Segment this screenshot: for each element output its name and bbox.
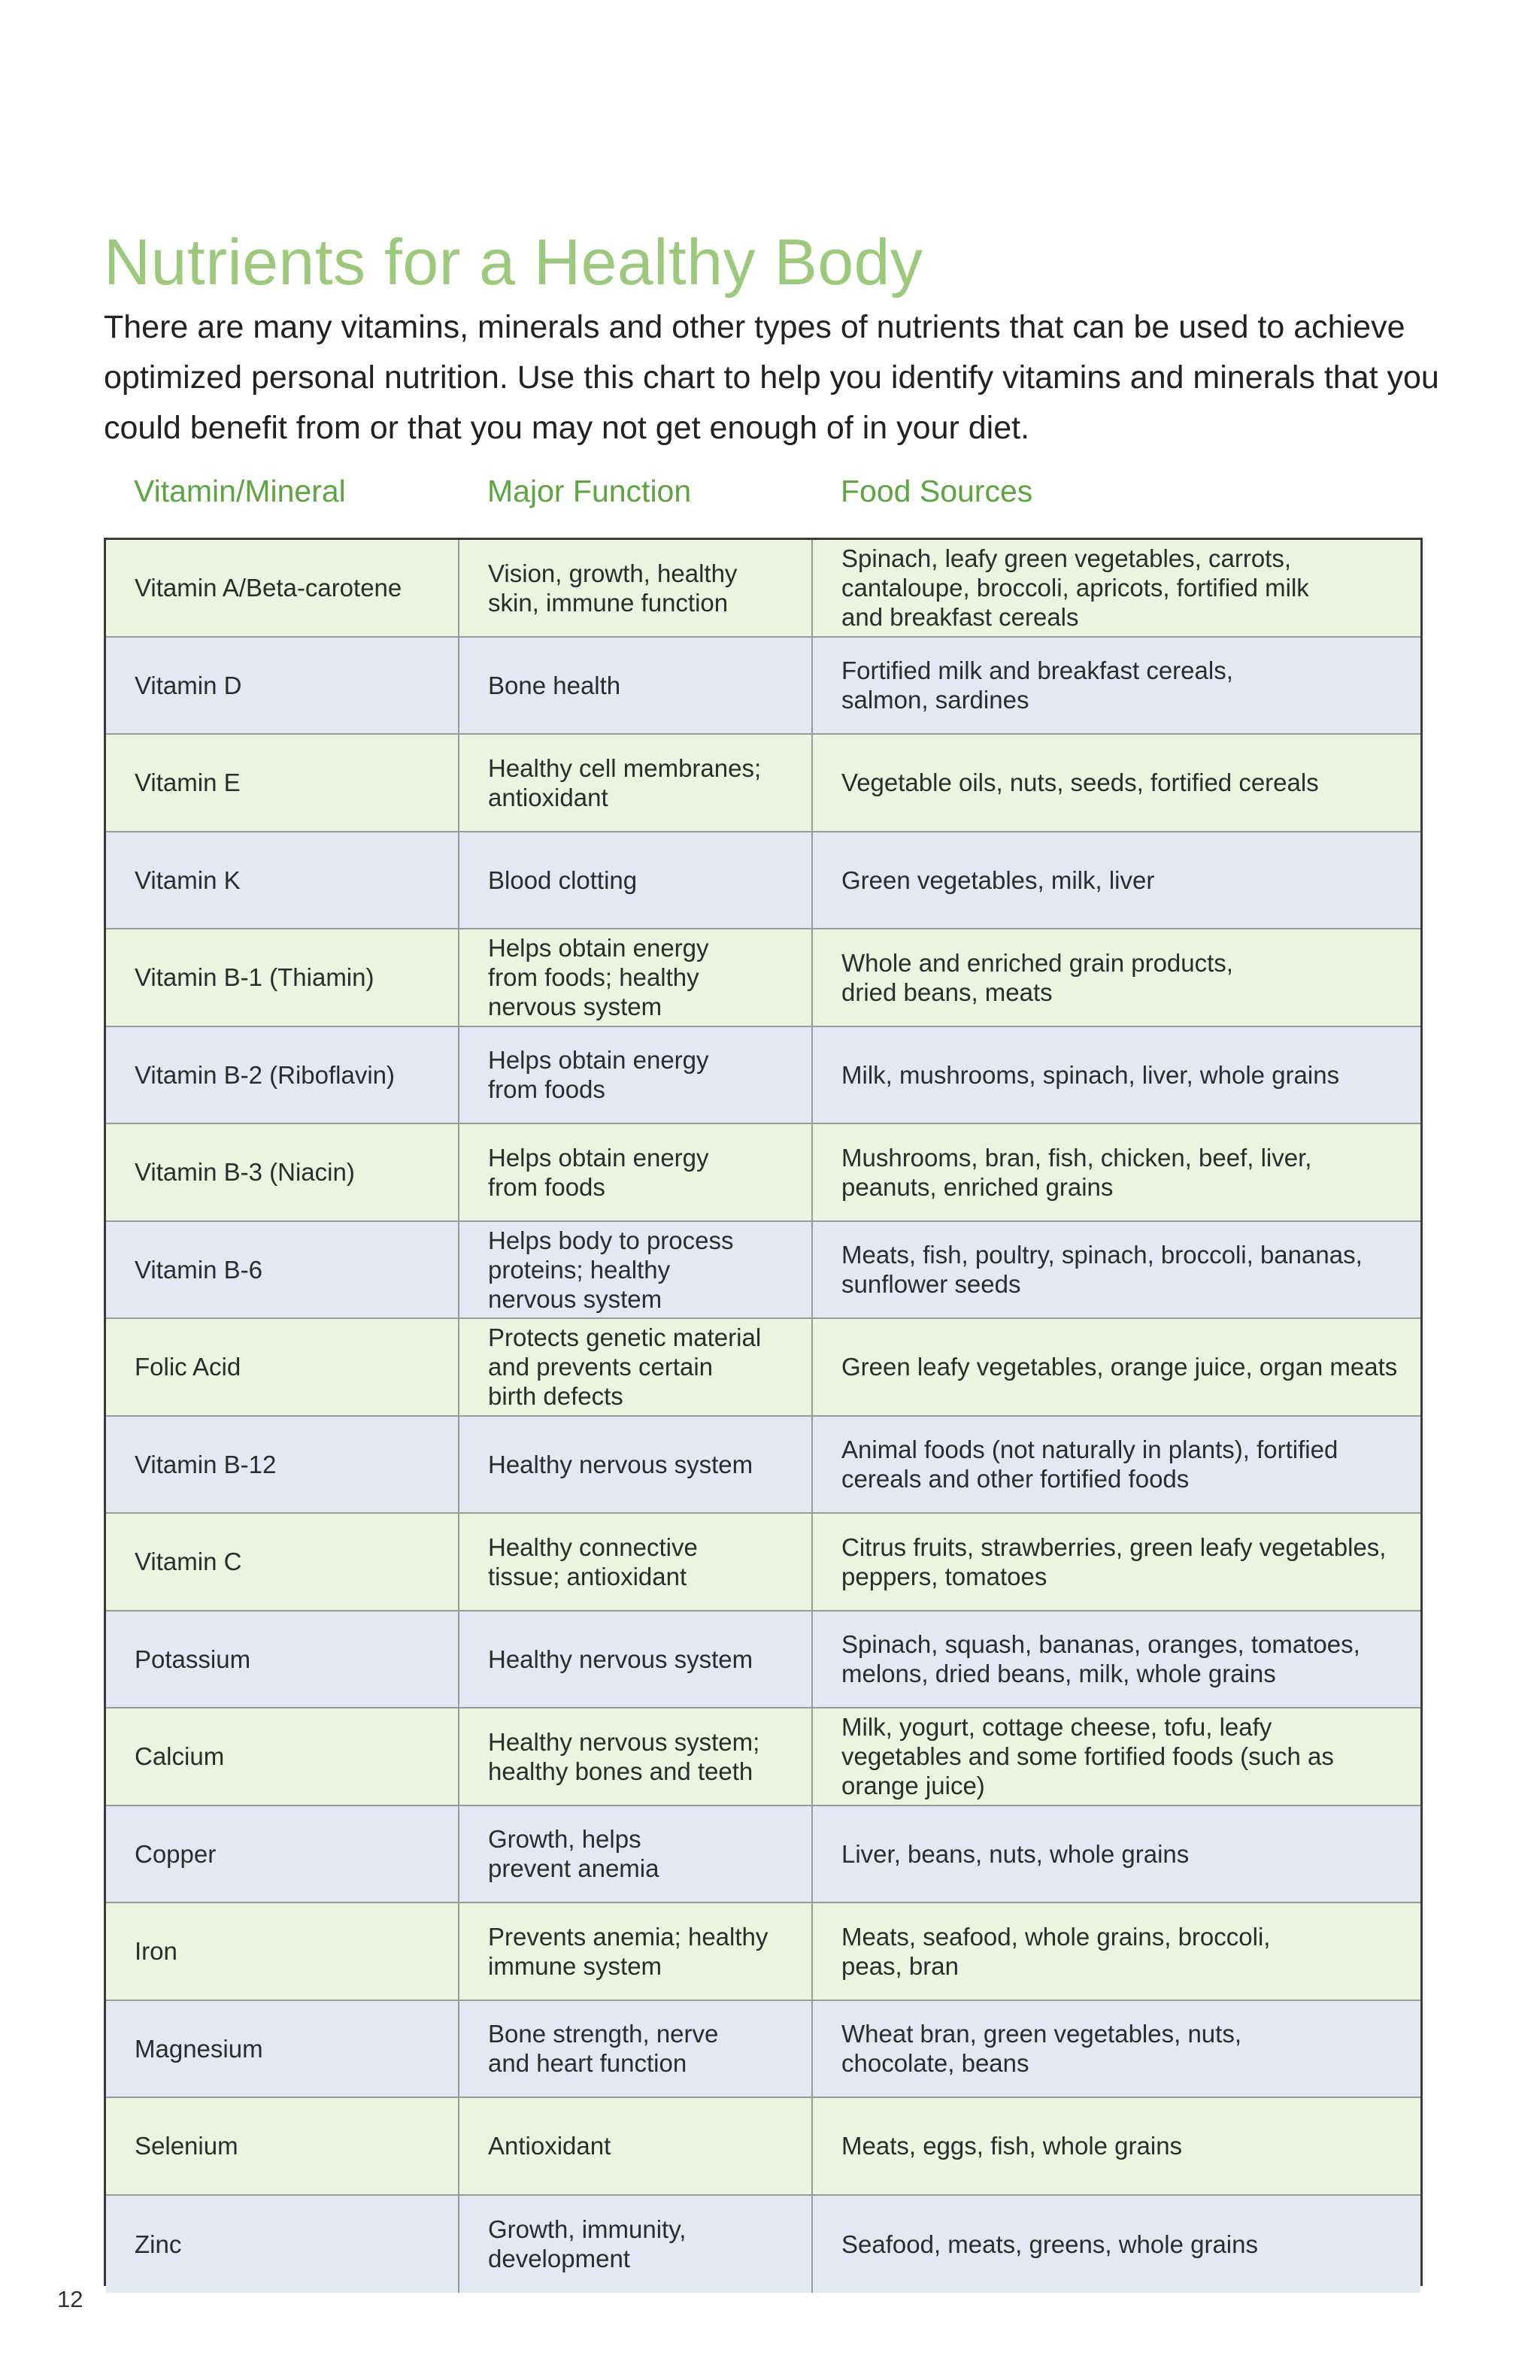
major-function-cell — [459, 2098, 813, 2194]
column-headers — [104, 474, 1423, 526]
major-function: Healthy connective tissue; antioxidant — [488, 1533, 698, 1590]
food-sources-cell — [813, 2196, 1423, 2294]
major-function: Healthy nervous system — [488, 1645, 753, 1673]
food-sources: Meats, eggs, fish, whole grains — [841, 2132, 1183, 2160]
food-sources: Wheat bran, green vegetables, nuts, chocolate, beans — [841, 2020, 1241, 2078]
nutrient-name-cell — [106, 638, 459, 734]
major-function-cell — [459, 638, 813, 734]
major-function: Prevents anemia; healthy immune system — [488, 1922, 768, 1980]
major-function-cell — [459, 1222, 813, 1318]
food-sources-cell — [813, 1806, 1423, 1902]
table-row — [106, 2001, 1420, 2099]
food-sources-cell — [813, 1417, 1423, 1513]
nutrient-name-cell — [106, 1611, 459, 1708]
table-row — [106, 929, 1420, 1027]
column-header-major-function: Major Function — [487, 474, 692, 508]
major-function: Antioxidant — [488, 2132, 611, 2160]
major-function: Protects genetic material and prevents certain birth defects — [488, 1323, 762, 1411]
major-function-cell — [459, 1417, 813, 1513]
table-row — [106, 735, 1420, 832]
major-function-cell — [459, 1027, 813, 1123]
food-sources-cell — [813, 2001, 1423, 2097]
table-row — [106, 1319, 1420, 1417]
major-function: Healthy nervous system — [488, 1450, 753, 1478]
column-header-vitamin-mineral: Vitamin/Mineral — [134, 474, 346, 508]
food-sources-cell — [813, 1514, 1423, 1610]
table-row — [106, 540, 1420, 638]
table-row — [106, 1903, 1420, 2001]
nutrient-name: Calcium — [135, 1742, 225, 1771]
nutrient-name: Copper — [135, 1839, 217, 1868]
food-sources: Liver, beans, nuts, whole grains — [841, 1839, 1190, 1868]
food-sources: Meats, fish, poultry, spinach, broccoli, bananas, sunflower seeds — [841, 1241, 1363, 1299]
nutrient-name-cell — [106, 2001, 459, 2097]
nutrient-name-cell — [106, 1806, 459, 1902]
major-function-cell — [459, 1611, 813, 1708]
major-function-cell — [459, 735, 813, 831]
nutrient-name: Vitamin E — [135, 769, 241, 797]
nutrient-name-cell — [106, 2196, 459, 2294]
nutrient-name: Iron — [135, 1937, 177, 1966]
major-function-cell — [459, 1806, 813, 1902]
food-sources-cell — [813, 735, 1423, 831]
food-sources: Vegetable oils, nuts, seeds, fortified cereals — [841, 769, 1319, 797]
table-row — [106, 2196, 1420, 2294]
nutrient-name: Vitamin B-12 — [135, 1450, 277, 1478]
food-sources: Animal foods (not naturally in plants), fortified cereals and other fortified foods — [841, 1436, 1338, 1493]
nutrient-table — [104, 538, 1423, 2286]
nutrient-name-cell — [106, 1124, 459, 1220]
page-number: 12 — [57, 2286, 83, 2312]
nutrient-name-cell — [106, 929, 459, 1026]
major-function-cell — [459, 2001, 813, 2097]
page-title: Nutrients for a Healthy Body — [104, 226, 923, 299]
table-row — [106, 1708, 1420, 1806]
table-row — [106, 1806, 1420, 1904]
major-function-cell — [459, 540, 813, 636]
major-function: Helps obtain energy from foods — [488, 1046, 709, 1104]
nutrient-name-cell — [106, 1222, 459, 1318]
major-function: Healthy nervous system; healthy bones and teeth — [488, 1727, 760, 1785]
nutrient-name-cell — [106, 1027, 459, 1123]
major-function: Growth, helps prevent anemia — [488, 1825, 659, 1883]
nutrient-name: Vitamin B-6 — [135, 1255, 262, 1284]
food-sources: Citrus fruits, strawberries, green leafy vegetables, peppers, tomatoes — [841, 1533, 1387, 1590]
major-function-cell — [459, 1124, 813, 1220]
food-sources-cell — [813, 832, 1423, 929]
major-function: Helps obtain energy from foods; healthy nervous system — [488, 934, 709, 1021]
major-function-cell — [459, 832, 813, 929]
food-sources-cell — [813, 1319, 1423, 1415]
food-sources: Green vegetables, milk, liver — [841, 866, 1155, 894]
nutrient-name-cell — [106, 2098, 459, 2194]
major-function: Vision, growth, healthy skin, immune function — [488, 559, 738, 617]
table-row — [106, 1124, 1420, 1222]
nutrient-name-cell — [106, 1903, 459, 2000]
food-sources-cell — [813, 1903, 1423, 2000]
table-row — [106, 1417, 1420, 1514]
table-row — [106, 2098, 1420, 2196]
intro-paragraph: There are many vitamins, minerals and other types of nutrients that can be used to achieve optimized personal nutrition. Use this chart to help you identify vitamins and minerals that you could benefit from or that you may not get enough of in your diet. — [104, 309, 1439, 446]
food-sources: Green leafy vegetables, orange juice, organ meats — [841, 1353, 1398, 1381]
major-function-cell — [459, 1514, 813, 1610]
food-sources: Milk, yogurt, cottage cheese, tofu, leafy vegetables and some fortified foods (such as orange juice) — [841, 1713, 1334, 1800]
nutrient-name-cell — [106, 540, 459, 636]
major-function: Bone health — [488, 671, 621, 699]
food-sources: Spinach, squash, bananas, oranges, tomatoes, melons, dried beans, milk, whole grains — [841, 1630, 1360, 1688]
major-function-cell — [459, 929, 813, 1026]
nutrient-name: Selenium — [135, 2132, 238, 2160]
table-row — [106, 1611, 1420, 1709]
food-sources-cell — [813, 1611, 1423, 1708]
major-function: Blood clotting — [488, 866, 638, 894]
table-row — [106, 1222, 1420, 1320]
nutrient-name: Vitamin B-2 (Riboflavin) — [135, 1060, 396, 1089]
nutrient-name-cell — [106, 832, 459, 929]
food-sources-cell — [813, 929, 1423, 1026]
food-sources: Fortified milk and breakfast cereals, salmon, sardines — [841, 656, 1233, 714]
food-sources-cell — [813, 540, 1423, 636]
major-function: Healthy cell membranes; antioxidant — [488, 753, 762, 811]
table-row — [106, 638, 1420, 735]
major-function-cell — [459, 2196, 813, 2294]
nutrient-name: Potassium — [135, 1645, 251, 1673]
nutrient-name: Vitamin A/Beta-carotene — [135, 574, 402, 602]
nutrient-name: Magnesium — [135, 2034, 263, 2063]
nutrient-name-cell — [106, 1417, 459, 1513]
food-sources: Seafood, meats, greens, whole grains — [841, 2230, 1258, 2258]
major-function-cell — [459, 1903, 813, 2000]
food-sources: Milk, mushrooms, spinach, liver, whole grains — [841, 1060, 1340, 1089]
nutrient-name: Zinc — [135, 2230, 182, 2258]
nutrient-name: Vitamin B-3 (Niacin) — [135, 1158, 355, 1187]
nutrient-name: Vitamin K — [135, 866, 241, 894]
major-function-cell — [459, 1708, 813, 1805]
nutrient-name: Vitamin D — [135, 671, 242, 699]
nutrient-name: Folic Acid — [135, 1353, 241, 1381]
nutrient-name-cell — [106, 1708, 459, 1805]
nutrient-name: Vitamin B-1 (Thiamin) — [135, 963, 374, 992]
table-row — [106, 832, 1420, 930]
food-sources: Spinach, leafy green vegetables, carrots, cantaloupe, broccoli, apricots, fortified milk and breakfast cereals — [841, 544, 1309, 632]
nutrient-name-cell — [106, 735, 459, 831]
food-sources-cell — [813, 1027, 1423, 1123]
column-header-food-sources: Food Sources — [841, 474, 1033, 508]
major-function: Helps obtain energy from foods — [488, 1143, 709, 1201]
major-function: Bone strength, nerve and heart function — [488, 2020, 719, 2078]
nutrient-name-cell — [106, 1514, 459, 1610]
major-function: Growth, immunity, development — [488, 2215, 687, 2273]
food-sources-cell — [813, 1124, 1423, 1220]
food-sources-cell — [813, 1708, 1423, 1805]
food-sources-cell — [813, 1222, 1423, 1318]
food-sources-cell — [813, 2098, 1423, 2194]
food-sources-cell — [813, 638, 1423, 734]
major-function-cell — [459, 1319, 813, 1415]
major-function: Helps body to process proteins; healthy nervous system — [488, 1226, 734, 1313]
food-sources: Mushrooms, bran, fish, chicken, beef, liver, peanuts, enriched grains — [841, 1143, 1312, 1201]
nutrient-name: Vitamin C — [135, 1548, 242, 1576]
food-sources: Meats, seafood, whole grains, broccoli, peas, bran — [841, 1922, 1271, 1980]
food-sources: Whole and enriched grain products, dried beans, meats — [841, 948, 1233, 1006]
table-row — [106, 1514, 1420, 1611]
table-row — [106, 1027, 1420, 1125]
nutrient-name-cell — [106, 1319, 459, 1415]
